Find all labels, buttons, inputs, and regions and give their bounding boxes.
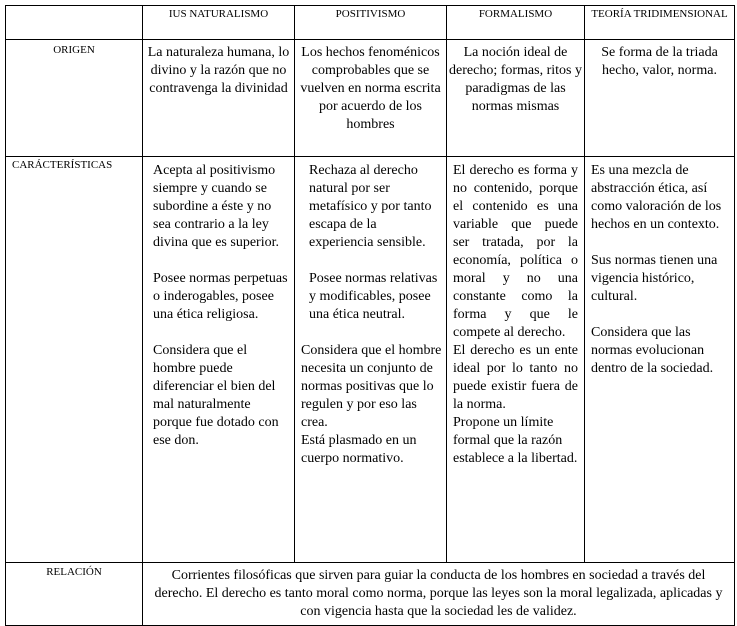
relacion-text-cell: Corrientes filosóficas que sirven para guiar la conducta de los hombres en sociedad a través del derecho. El derecho es tanto moral como norma, porque las leyes son la moral legalizada, aplicadas y con vigencia hasta que la sociedad les de validez.: [143, 563, 735, 626]
positivismo-paragraph: Rechaza al derecho natural por ser metafísico y por tanto escapa de la experiencia sensible.: [309, 163, 432, 250]
ius-paragraph: Considera que el hombre puede diferenciar el bien del mal naturalmente porque fue dotado con ese don.: [153, 343, 279, 448]
positivismo-paragraph: Considera que el hombre necesita un conjunto de normas positivas que lo regulen y por eso las crea.: [301, 343, 442, 430]
teoria-paragraph: Es una mezcla de abstracción ética, así como valoración de los hechos en un contexto.: [591, 163, 722, 232]
caracteristicas-ius-cell: [143, 157, 295, 563]
origen-formalismo-cell: La noción ideal de derecho; formas, ritos y paradigmas de las normas mismas: [447, 40, 585, 157]
row-label-caracteristicas: CARÁCTERÍSTICAS: [6, 157, 143, 563]
teoria-paragraph: Sus normas tienen una vigencia histórico, cultural.: [591, 253, 718, 304]
formalismo-paragraph: El derecho es un ente ideal por lo tanto no puede existir fuera de la norma.: [453, 343, 578, 412]
header-corner: [6, 6, 143, 40]
caracteristicas-formalismo-cell: [447, 157, 585, 563]
header-formalismo: FORMALISMO: [447, 6, 585, 40]
header-teoria-tridimensional: TEORÍA TRIDIMENSIONAL: [585, 6, 735, 40]
relacion-row: [6, 563, 735, 626]
comparison-table: [5, 5, 735, 626]
comparison-table-page: [5, 5, 734, 626]
caracteristicas-teoria-cell: [585, 157, 735, 563]
row-label-relacion: RELACIÓN: [6, 563, 143, 626]
positivismo-paragraph: Posee normas relativas y modificables, posee una ética neutral.: [309, 271, 438, 322]
teoria-paragraph: Considera que las normas evolucionan dentro de la sociedad.: [591, 325, 714, 376]
header-positivismo: POSITIVISMO: [295, 6, 447, 40]
caracteristicas-positivismo-cell: [295, 157, 447, 563]
formalismo-paragraph: Propone un límite formal que la razón establece a la libertad.: [453, 415, 578, 466]
origen-ius-cell: La naturaleza humana, lo divino y la razón que no contravenga la divinidad: [143, 40, 295, 157]
row-label-origen: ORIGEN: [6, 40, 143, 157]
positivismo-paragraph: Está plasmado en un cuerpo normativo.: [301, 433, 417, 466]
origen-row: [6, 40, 735, 157]
formalismo-paragraph: El derecho es forma y no contenido, porque el contenido es una variable que puede ser tratada, por la economía, política o moral y no una constante como la forma y que le compete al derecho.: [453, 163, 578, 340]
header-ius-naturalismo: IUS NATURALISMO: [143, 6, 295, 40]
ius-paragraph: Acepta al positivismo siempre y cuando se subordine a éste y no sea contrario a la ley divina que es superior.: [153, 163, 279, 250]
header-row: [6, 6, 735, 40]
caracteristicas-row: [6, 157, 735, 563]
origen-teoria-cell: Se forma de la triada hecho, valor, norma.: [585, 40, 735, 157]
ius-paragraph: Posee normas perpetuas o inderogables, posee una ética religiosa.: [153, 271, 288, 322]
origen-positivismo-cell: Los hechos fenoménicos comprobables que se vuelven en norma escrita por acuerdo de los hombres: [295, 40, 447, 157]
